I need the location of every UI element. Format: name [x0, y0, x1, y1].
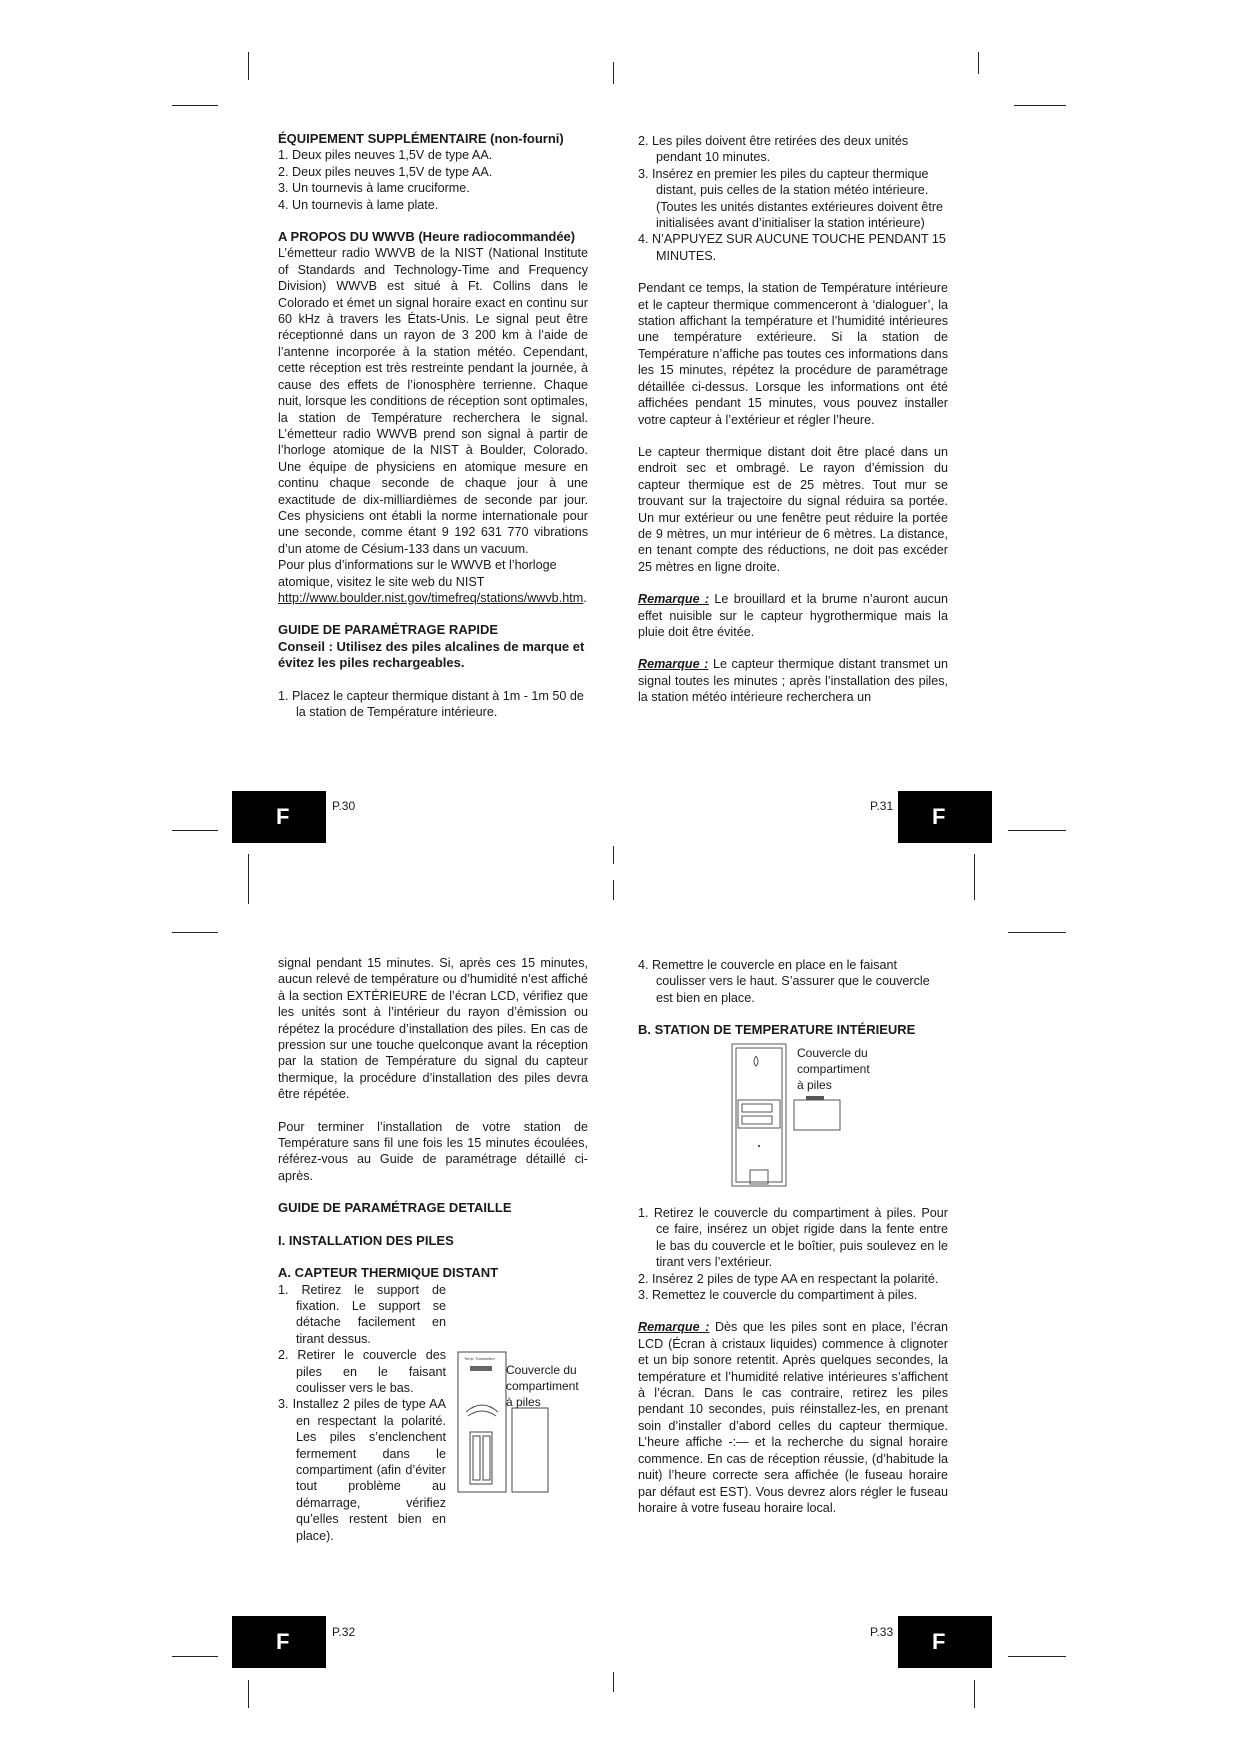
paragraph: Pour terminer l’installation de votre station de Température sans fil une fois les 15 minutes écoulées, référez-vous au Guide de paramétrage détaillé ci-après. [278, 1119, 588, 1183]
page-30-column [278, 131, 588, 720]
sensor-heading: A. CAPTEUR THERMIQUE DISTANT [278, 1265, 499, 1281]
crop-mark [974, 854, 975, 900]
sensor-figure-caption [506, 1362, 579, 1410]
crop-mark [613, 1672, 614, 1692]
install-heading: I. INSTALLATION DES PILES [278, 1232, 454, 1248]
sensor-body [458, 1352, 506, 1492]
setup-step: 4. N’APPUYEZ SUR AUCUNE TOUCHE PENDANT 15 MINUTES. [638, 232, 946, 263]
remark [638, 1319, 948, 1516]
crop-mark [172, 932, 218, 933]
remark-label: Remarque : [638, 657, 709, 672]
sensor-label: Temp Transmitter [464, 1356, 495, 1361]
crop-mark [1008, 830, 1066, 831]
station-body [732, 1044, 786, 1186]
crop-mark [613, 846, 614, 864]
crop-mark [613, 62, 614, 84]
wwvb-body: L’émetteur radio WWVB de la NIST (National Institute of Standards and Technology-Time and Frequency Division) WWVB est situé à Ft. Collins dans le Colorado et émet un signal horaire exact en continu sur 60 kHz à travers les États-Unis. Le signal peut être réceptionné dans un rayon de 3 200 km à l’aide de l’antenne incorporée à la station météo. Cependant, cette réception est très restreinte pendant la journée, à cause des effets de l’ionosphère terrienne. Chaque nuit, lorsque les conditions de réception sont optimales, la station de Température recherchera le signal. L’émetteur radio WWVB prend son signal à partir de l’horloge atomique de la NIST à Boulder, Colorado. Une équipe de physiciens en atomique mesure en continu chaque seconde de chaque jour à une exactitude de dix-milliardièmes de seconde par jour. Ces physiciens ont établi la norme internationale pour une seconde, comme étant 9 192 631 770 vibrations d’un atome de Césium-133 dans un vacuum. [278, 246, 588, 556]
page-33-column [638, 957, 948, 1039]
quick-guide-tip: Conseil : Utilisez des piles alcalines de marque et évitez les piles rechargeables. [278, 638, 585, 671]
page-number: P.32 [332, 1625, 356, 1639]
crop-mark [248, 52, 249, 80]
setup-note: (Toutes les unités distantes extérieures doivent être initialisées avant d’initialiser la station intérieure) [656, 199, 944, 231]
crop-mark [248, 854, 249, 904]
battery-icon [483, 1436, 490, 1480]
sensor-steps [278, 1282, 446, 1545]
battery-cover [794, 1100, 840, 1130]
paragraph: Pendant ce temps, la station de Température intérieure et le capteur thermique commenceront à ‘dialoguer’, la station affichant la température et l’humidité intérieures une température extérieure. Si la station de Température n’affiche pas toutes ces informations dans les 15 minutes, répétez la procédure de paramétrage détaillée ci-dessus. Lorsque les informations ont été affichées pendant 15 minutes, vous pouvez installer votre capteur à l’extérieur et régler l’heure. [638, 281, 948, 427]
crop-mark [1014, 105, 1066, 106]
page-number: P.30 [332, 799, 356, 813]
page-31-column [638, 133, 948, 706]
crop-mark [172, 830, 218, 831]
crop-mark [1008, 1656, 1066, 1657]
remark-label: Remarque : [638, 1320, 710, 1335]
install-step: 2. Retirer le couvercle des piles en le faisant coulisser vers le bas. [278, 1348, 446, 1395]
list-item: 3. Un tournevis à lame cruciforme. [278, 181, 470, 196]
remark-text: Le capteur thermique distant transmet un signal toutes les minutes ; après l’installation des piles, la station météo intérieure recherchera un [638, 657, 948, 705]
equipment-heading: ÉQUIPEMENT SUPPLÉMENTAIRE (non-fourni) [278, 131, 564, 146]
remark [638, 656, 948, 705]
language-tab: F [898, 791, 992, 843]
crop-mark [974, 1680, 975, 1708]
remark-text: Le brouillard et la brume n’auront aucun effet nuisible sur le capteur hygrothermique mais la pluie doit être évitée. [638, 592, 948, 639]
equipment-list [278, 147, 588, 213]
more-info-end: . [583, 590, 587, 605]
caption-line: Couvercle du [797, 1046, 868, 1060]
caption-line: Couvercle du [506, 1363, 577, 1377]
battery-cover [512, 1408, 548, 1492]
station-figure-caption [797, 1045, 870, 1093]
page-number: P.33 [870, 1625, 894, 1639]
detail-guide-heading: GUIDE DE PARAMÉTRAGE DETAILLE [278, 1200, 512, 1216]
hanging-hole [754, 1056, 758, 1066]
list-item: 4. Un tournevis à lame plate. [278, 197, 439, 212]
remark-label: Remarque : [638, 592, 710, 607]
wwvb-heading: A PROPOS DU WWVB (Heure radiocommandée) [278, 229, 576, 245]
crop-mark [613, 880, 614, 900]
sensor-label-plate [470, 1366, 492, 1371]
battery-icon [742, 1116, 772, 1124]
caption-line: à piles [506, 1395, 541, 1409]
crop-mark [248, 1680, 249, 1708]
install-step: 1. Retirez le couvercle du compartiment à piles. Pour ce faire, insérez un objet rigide dans la fente entre le bas du couvercle et le boîtier, puis soulevez en le tirant vers l’extérieur. [638, 1206, 948, 1270]
language-tab: F [898, 1616, 992, 1668]
list-item: 1. Deux piles neuves 1,5V de type AA. [278, 148, 493, 163]
caption-line: compartiment [797, 1062, 870, 1076]
setup-step: 2. Les piles doivent être retirées des deux unités pendant 10 minutes. [638, 134, 909, 165]
remark-text: Dès que les piles sont en place, l’écran LCD (Écran à cristaux liquides) commence à clignoter et un bip sonore retentit. Après quelques secondes, la température et l’humidité relative intérieures s’affichent à l’écran. Dans le cas contraire, retirez les piles pendant 10 secondes, puis réinstallez-les, en prenant soin d’installer d’abord celles du capteur thermique. L’heure affiche -:— et la recherche du signal horaire commence. En cas de réception réussie, (d’habitude la nuit) l’heure correcte sera affichée (le fuseau horaire par défaut est EST). Vous devrez alors régler le fuseau horaire à votre fuseau horaire local. [638, 1320, 948, 1515]
caption-line: compartiment [506, 1379, 579, 1393]
quick-guide-step: 1. Placez le capteur thermique distant à 1m - 1m 50 de la station de Température intérieure. [278, 688, 584, 719]
wwvb-more-info [278, 557, 588, 606]
battery-icon [742, 1104, 772, 1112]
station-heading: B. STATION DE TEMPERATURE INTÉRIEURE [638, 1022, 916, 1038]
setup-step: 3. Insérez en premier les piles du capteur thermique distant, puis celles de la station météo intérieure. [638, 166, 929, 198]
install-step: 4. Remettre le couvercle en place en le faisant coulisser vers le haut. S’assurer que le couvercle est bien en place. [638, 958, 930, 1005]
page-33-column-lower [638, 1205, 948, 1516]
crop-mark [1008, 932, 1066, 933]
remark [638, 591, 948, 640]
paragraph: signal pendant 15 minutes. Si, après ces 15 minutes, aucun relevé de température ou d’humidité n’est affiché à la section EXTÉRIEURE de l’écran LCD, vérifiez que les unités sont à l’intérieur du rayon d’émission ou répétez la procédure d’installation des piles. En cas de pression sur une touche quelconque avant la réception par la station de Température du signal du capteur thermique, la procédure d’installation des piles devra être répétée. [278, 956, 588, 1102]
crop-mark [978, 52, 979, 74]
crop-mark [172, 1656, 218, 1657]
paragraph: Le capteur thermique distant doit être placé dans un endroit sec et ombragé. Le rayon d’émission du capteur thermique est de 25 mètres. Tout mur se trouvant sur la trajectoire du signal réduira sa portée. Un mur extérieur ou une fenêtre peut réduire la portée de 9 mètres, un mur intérieur de 6 mètres. La distance, en tenant compte des réductions, ne doit pas excéder 25 mètres en ligne droite. [638, 444, 948, 574]
install-step: 3. Remettez le couvercle du compartiment à piles. [638, 1288, 918, 1303]
language-tab: F [232, 1616, 326, 1668]
install-step: 3. Installez 2 piles de type AA en respectant la polarité. Les piles s’enclenchent fermement dans le compartiment (afin d’éviter tout problème au démarrage, vérifiez qu’elles restent bien en place). [278, 1397, 446, 1543]
nist-link[interactable]: http://www.boulder.nist.gov/timefreq/stations/wwvb.htm [278, 590, 584, 605]
quick-guide-heading: GUIDE DE PARAMÉTRAGE RAPIDE [278, 622, 499, 638]
battery-icon [473, 1436, 480, 1480]
install-step: 2. Insérez 2 piles de type AA en respectant la polarité. [638, 1271, 939, 1286]
page-number: P.31 [870, 799, 894, 813]
caption-line: à piles [797, 1078, 832, 1092]
list-item: 2. Deux piles neuves 1,5V de type AA. [278, 164, 493, 179]
crop-mark [172, 105, 218, 106]
language-tab: F [232, 791, 326, 843]
install-step: 1. Retirez le support de fixation. Le support se détache facilement en tirant dessus. [278, 1282, 446, 1346]
more-info-text: Pour plus d’informations sur le WWVB et l’horloge atomique, visitez le site web du NIST [278, 558, 557, 589]
